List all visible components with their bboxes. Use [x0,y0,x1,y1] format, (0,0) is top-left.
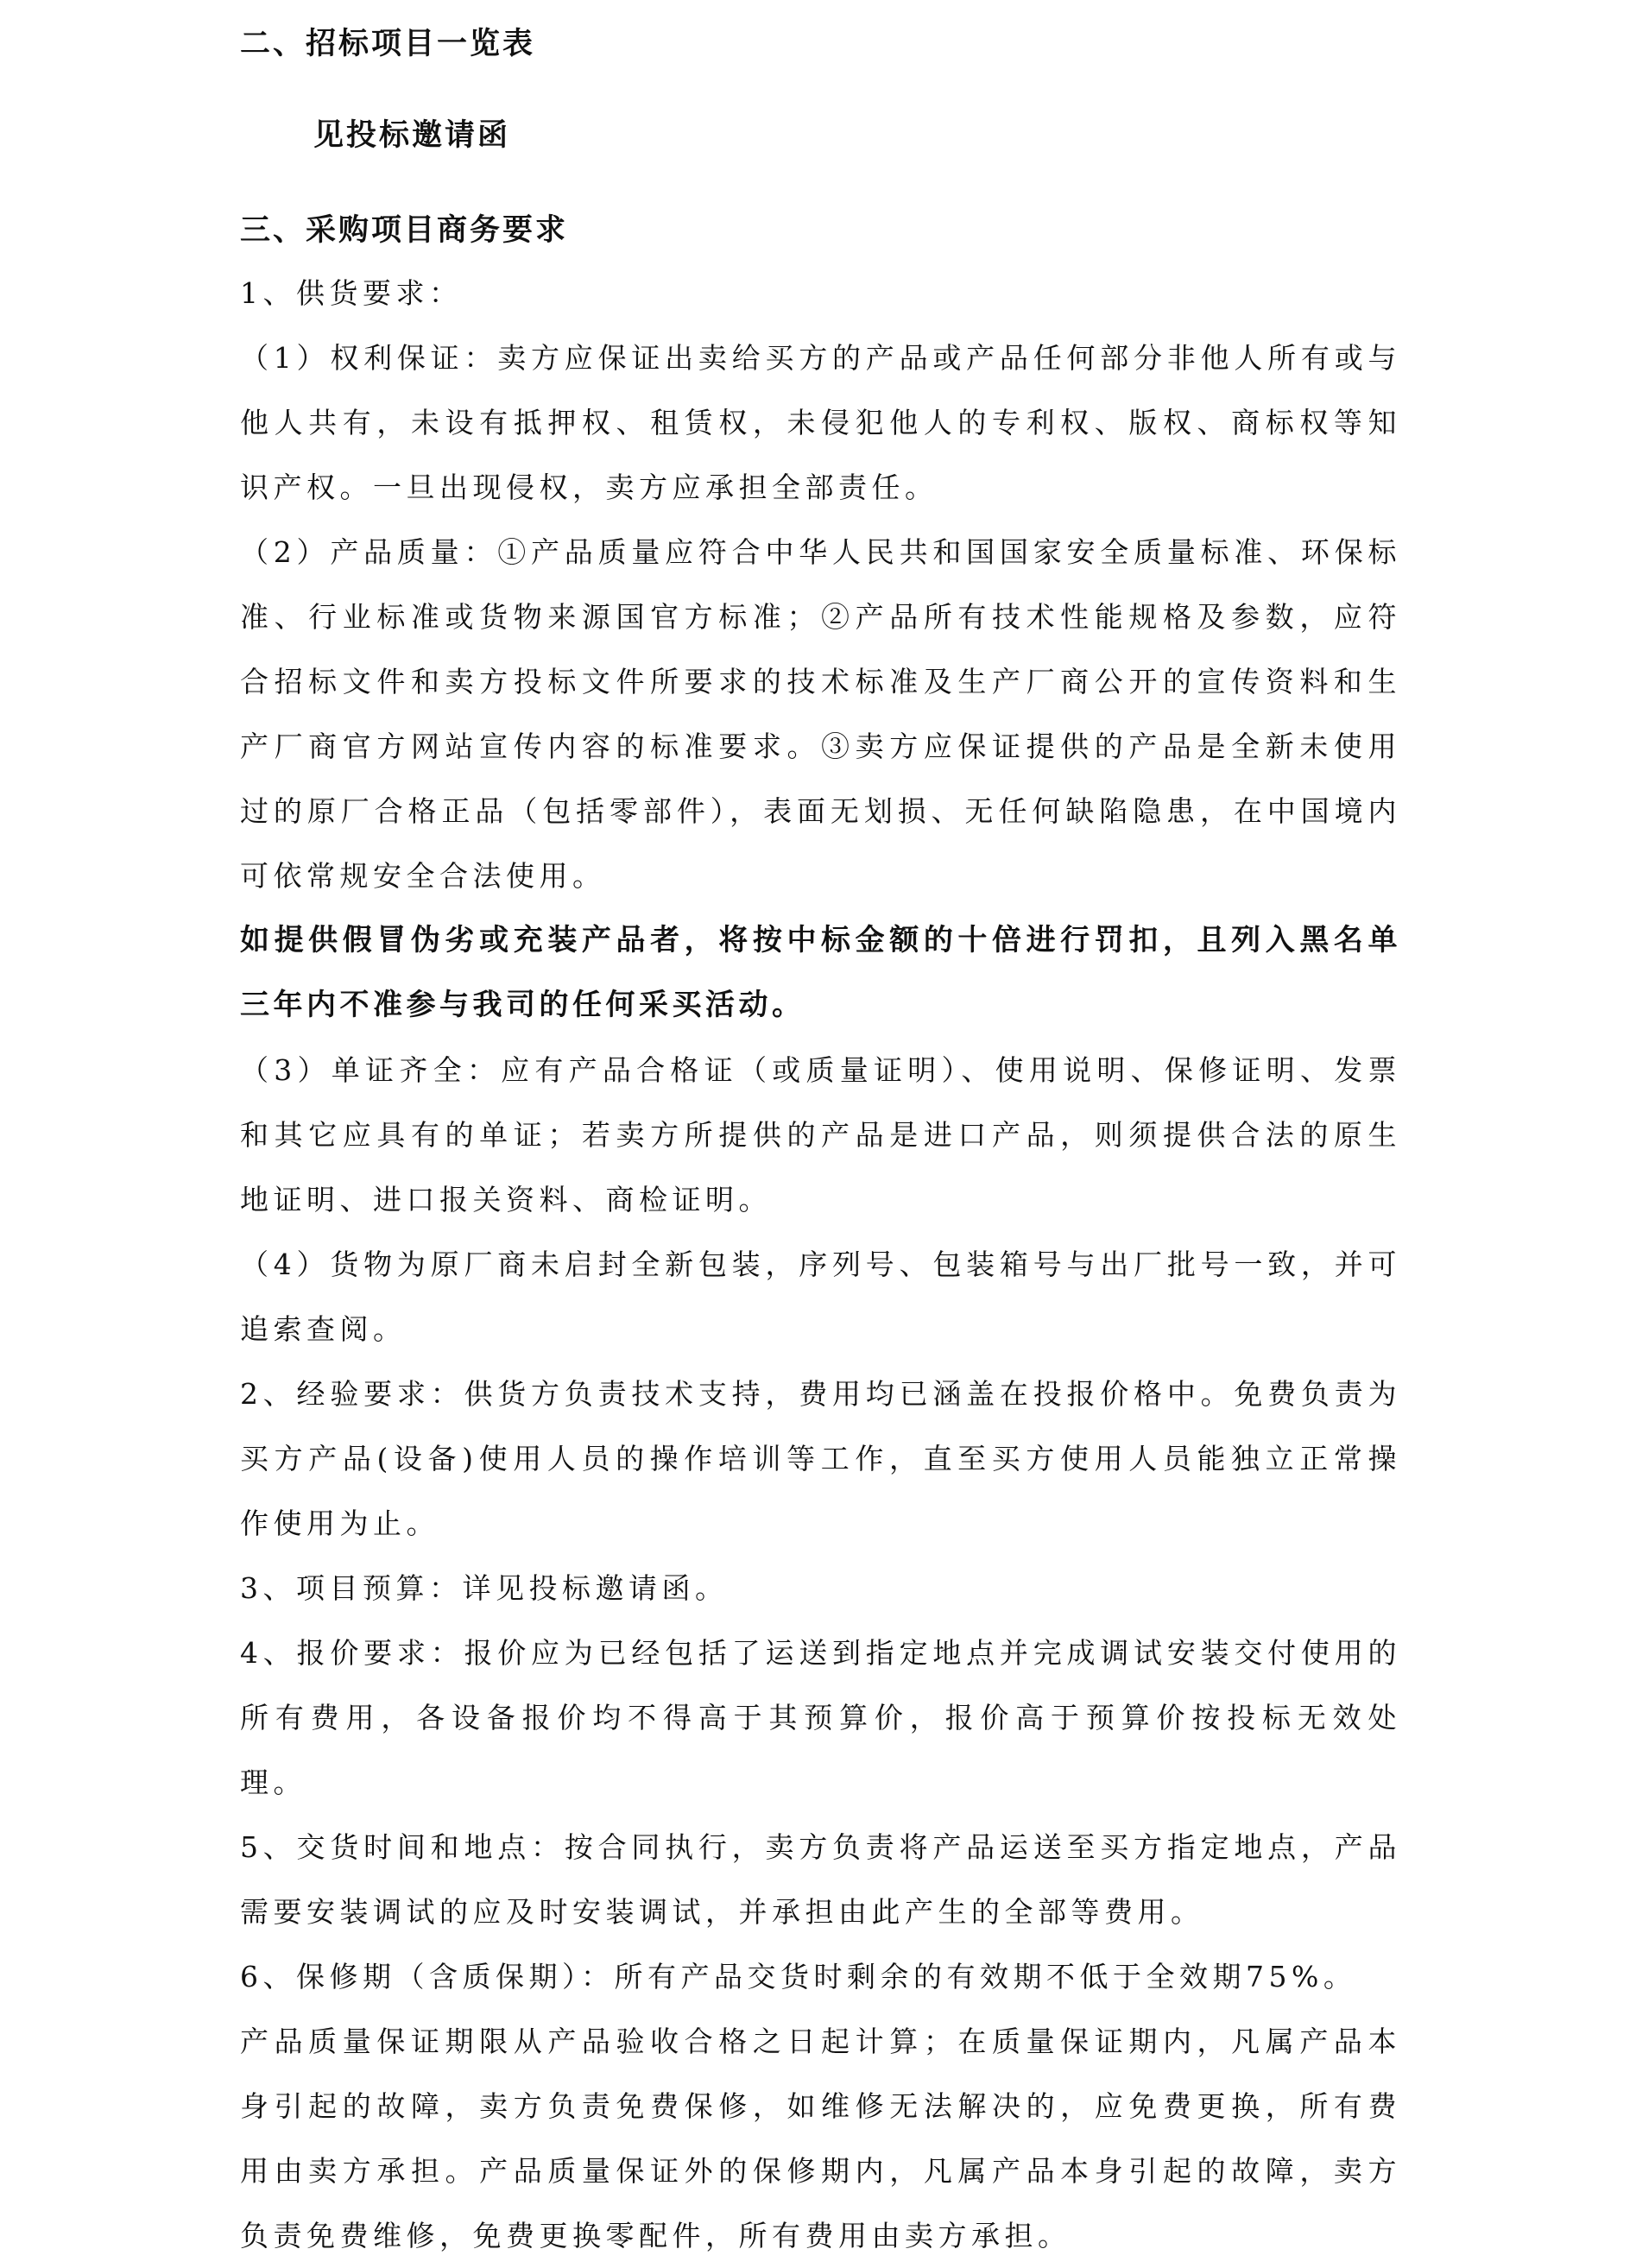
warranty-details: 产品质量保证期限从产品验收合格之日起计算；在质量保证期内，凡属产品本身引起的故障，卖方负责免费保修，如维修无法解决的，应免费更换，所有费用由卖方承担。产品质量保证外的保修期内，凡属产品本身引起的故障，卖方负责免费维修，免费更换零配件，所有费用由卖方承担。 [240,2025,1401,2252]
clause-documents-complete: （3）单证齐全：应有产品合格证（或质量证明）、使用说明、保修证明、发票和其它应具有的单证；若卖方所提供的产品是进口产品，则须提供合法的原生地证明、进口报关资料、商检证明。 [240,1053,1401,1216]
counterfeit-penalty-notice: 如提供假冒伪劣或充装产品者，将按中标金额的十倍进行罚扣，且列入黑名单三年内不准参与我司的任何采买活动。 [240,923,1401,1022]
bid-items-note: 见投标邀请函 [313,118,511,153]
section-heading-bid-items: 二、招标项目一览表 [240,27,536,61]
item-supply-requirements: 1、供货要求： [240,276,463,310]
clause-product-quality: （2）产品质量：①产品质量应符合中华人民共和国国家安全质量标准、环保标准、行业标准或货物来源国官方标准；②产品所有技术性能规格及参数，应符合招标文件和卖方投标文件所要求的技术标准及生产厂商公开的宣传资料和生产厂商官方网站宣传内容的标准要求。③卖方应保证提供的产品是全新未使用过的原厂合格正品（包括零部件），表面无划损、无任何缺陷隐患，在中国境内可依常规安全合法使用。 [240,535,1401,893]
clause-rights-guarantee: （1）权利保证：卖方应保证出卖给买方的产品或产品任何部分非他人所有或与他人共有，未设有抵押权、租赁权，未侵犯他人的专利权、版权、商标权等知识产权。一旦出现侵权，卖方应承担全部责任。 [240,341,1401,504]
item-quotation-requirements: 4、报价要求：报价应为已经包括了运送到指定地点并完成调试安装交付使用的所有费用，各设备报价均不得高于其预算价，报价高于预算价按投标无效处理。 [240,1636,1401,1799]
document-body [240,16,1401,2268]
item-delivery-time-place: 5、交货时间和地点：按合同执行，卖方负责将产品运送至买方指定地点，产品需要安装调试的应及时安装调试，并承担由此产生的全部等费用。 [240,1830,1401,1929]
item-experience-requirements: 2、经验要求：供货方负责技术支持，费用均已涵盖在投报价格中。免费负责为买方产品(设备)使用人员的操作培训等工作，直至买方使用人员能独立正常操作使用为止。 [240,1377,1401,1540]
section-heading-business-requirements: 三、采购项目商务要求 [240,213,569,248]
clause-original-packaging: （4）货物为原厂商未启封全新包装，序列号、包装箱号与出厂批号一致，并可追索查阅。 [240,1248,1401,1346]
item-project-budget: 3、项目预算：详见投标邀请函。 [240,1571,729,1605]
item-warranty-period: 6、保修期（含质保期）：所有产品交货时剩余的有效期不低于全效期75%。 [240,1960,1357,1993]
